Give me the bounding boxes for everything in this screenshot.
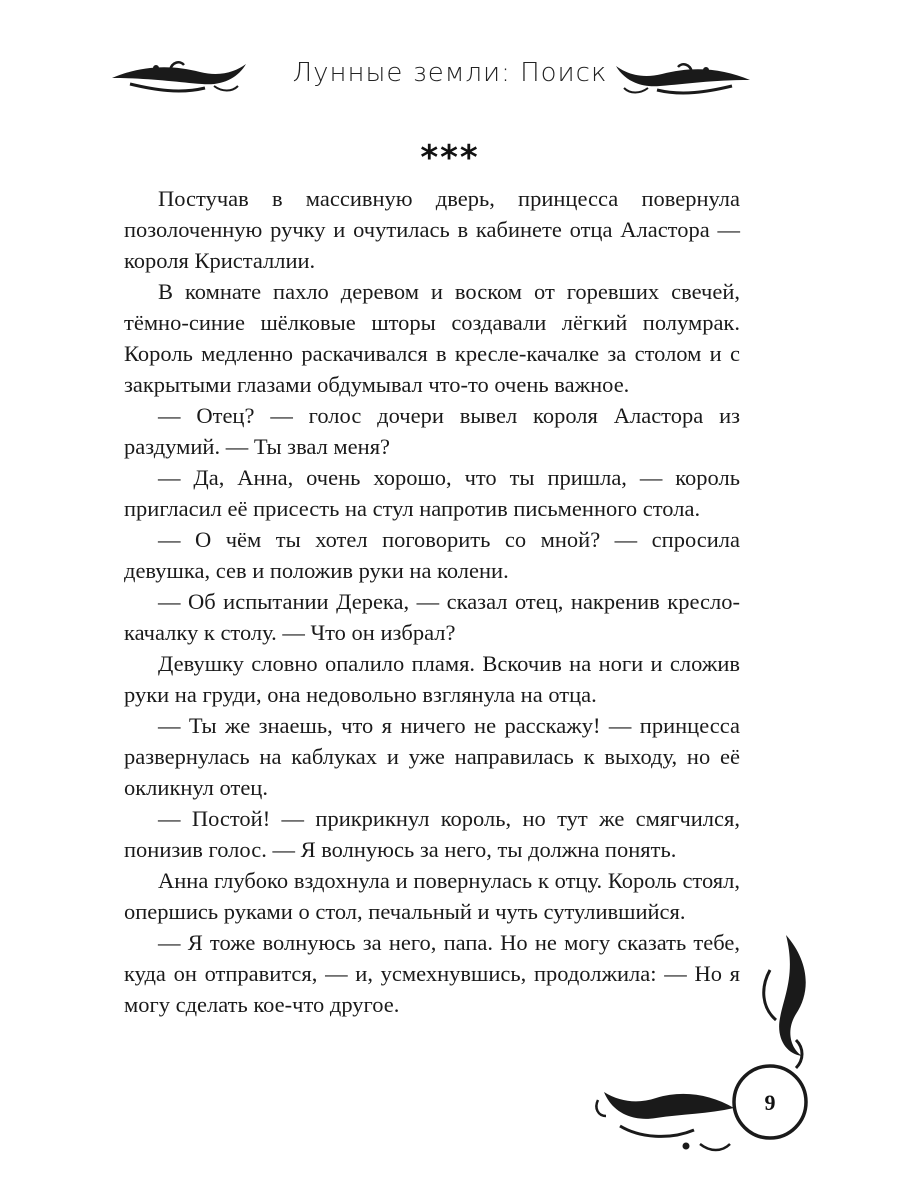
paragraph: Анна глубоко вздохнула и повернулась к отцу. Король стоял, опершись руками о стол, печальный и чуть сутулившийся. (124, 868, 740, 924)
paragraph: — Да, Анна, очень хорошо, что ты пришла, — король пригласил её присесть на стул напротив письменного стола. (124, 465, 740, 521)
book-title: Лунные земли: Поиск (292, 58, 608, 88)
paragraph: — Об испытании Дерека, — сказал отец, накренив кресло-качалку к столу. — Что он избрал? (124, 589, 740, 645)
paragraph: — О чём ты хотел поговорить со мной? — спросила девушка, сев и положив руки на колени. (124, 527, 740, 583)
paragraph: Постучав в массивную дверь, принцесса повернула позолоченную ручку и очутилась в кабинете отца Аластора — короля Кристаллии. (124, 186, 740, 273)
body-text (124, 183, 740, 1020)
running-header (0, 50, 900, 110)
paragraph: — Я тоже волнуюсь за него, папа. Но не могу сказать тебе, куда он отправится, — и, усмехнувшись, продолжила: — Но я могу сделать кое-что другое. (124, 930, 740, 1017)
paragraph: Девушку словно опалило пламя. Вскочив на ноги и сложив руки на груди, она недовольно взглянула на отца. (124, 651, 740, 707)
flourish-right-icon (612, 58, 752, 102)
section-separator: *** (420, 138, 480, 178)
page-number: 9 (764, 1090, 776, 1115)
paragraph: — Отец? — голос дочери вывел короля Аластора из раздумий. — Ты звал меня? (124, 403, 740, 459)
paragraph: В комнате пахло деревом и воском от горевших свечей, тёмно-синие шёлковые шторы создавали лёгкий полумрак. Король медленно раскачивался в кресле-качалке за столом и с закрытыми глазами обдумывал что-то очень важное. (124, 279, 740, 397)
paragraph: — Постой! — прикрикнул король, но тут же смягчился, понизив голос. — Я волнуюсь за него, ты должна понять. (124, 806, 740, 862)
corner-flourish-icon (590, 930, 820, 1170)
paragraph: — Ты же знаешь, что я ничего не расскажу! — принцесса развернулась на каблуках и уже направилась к выходу, но её окликнул отец. (124, 713, 740, 800)
